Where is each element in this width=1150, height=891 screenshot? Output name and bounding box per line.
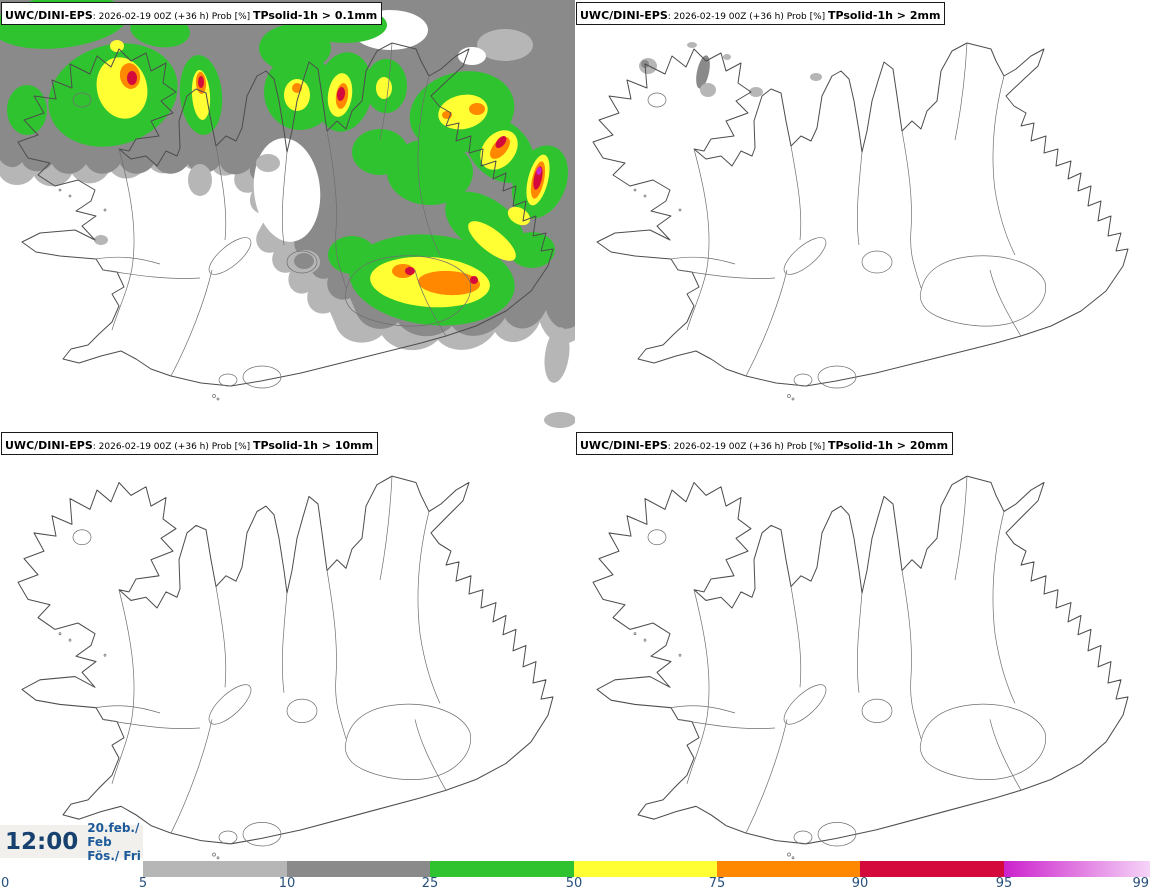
threshold-label: TPsolid-1h > 2mm [828,9,941,22]
panel-prob-tpsolid-0p1mm [0,0,575,430]
colorbar-tick-labels [0,876,1150,891]
panel-prob-tpsolid-20mm [575,430,1150,891]
model-name: UWC/DINI-EPS [580,9,668,22]
valid-date-line2: Fös./ Fri [87,848,141,863]
probability-colorbar [0,861,1150,877]
run-info: : 2026-02-19 00Z (+36 h) Prob [%] [92,442,254,452]
iceland-map-outline [18,476,553,859]
panel-title [576,432,953,455]
colorbar-tick-label: 90 [851,876,869,891]
iceland-map-outline [593,43,1128,400]
colorbar-tick-label: 75 [708,876,726,891]
model-name: UWC/DINI-EPS [5,9,93,22]
panel-title [576,2,945,25]
model-name: UWC/DINI-EPS [580,439,668,452]
colorbar-segment [1004,861,1150,877]
colorbar-segment [574,861,717,877]
run-info: : 2026-02-19 00Z (+36 h) Prob [%] [92,12,254,22]
colorbar-segment [430,861,574,877]
valid-time: 12:00 [5,828,79,855]
colorbar-tick-label: 10 [278,876,296,891]
threshold-label: TPsolid-1h > 0.1mm [253,9,378,22]
panel-title [1,432,378,455]
threshold-label: TPsolid-1h > 20mm [828,439,949,452]
run-info: : 2026-02-19 00Z (+36 h) Prob [%] [667,12,829,22]
valid-date [87,821,143,863]
valid-time-box [0,820,143,863]
iceland-map-outline [593,476,1128,859]
colorbar-segment [287,861,430,877]
colorbar-segment [860,861,1004,877]
colorbar-segment [717,861,860,877]
iceland-probability-map [0,0,575,430]
valid-date-line1: 20.feb./ Feb [87,820,140,849]
panel-title [1,2,382,25]
colorbar-tick-label: 95 [995,876,1013,891]
model-name: UWC/DINI-EPS [5,439,93,452]
iceland-probability-map [575,0,1150,430]
panel-prob-tpsolid-2mm [575,0,1150,430]
colorbar-tick-label: 0 [1,876,10,891]
colorbar-segment [143,861,287,877]
colorbar-tick-label: 99 [1132,876,1149,891]
colorbar-tick-label: 25 [421,876,439,891]
colorbar-tick-label: 5 [138,876,148,891]
colorbar-tick-label: 50 [565,876,583,891]
threshold-label: TPsolid-1h > 10mm [253,439,374,452]
run-info: : 2026-02-19 00Z (+36 h) Prob [%] [667,442,829,452]
iceland-probability-map [575,430,1150,891]
